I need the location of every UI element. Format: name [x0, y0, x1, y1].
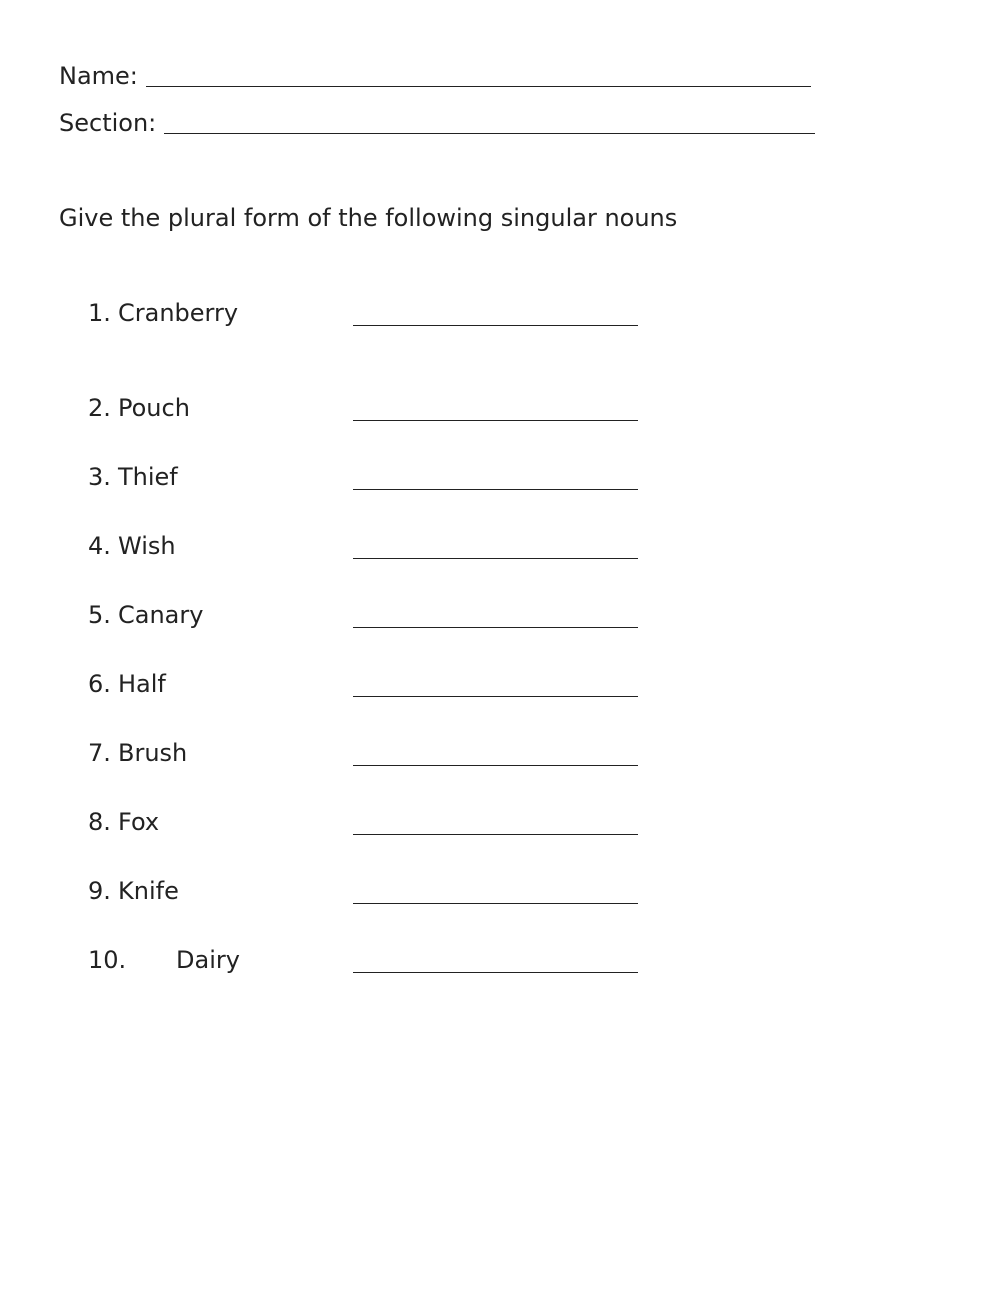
item-number: 3. — [88, 463, 111, 491]
list-item — [88, 394, 648, 424]
answer-blank-line[interactable] — [353, 765, 638, 766]
name-blank-line[interactable] — [146, 86, 811, 87]
answer-blank-line[interactable] — [353, 834, 638, 835]
item-number: 1. — [88, 299, 111, 327]
name-label: Name: — [59, 62, 138, 90]
answer-blank-line[interactable] — [353, 325, 638, 326]
section-field[interactable] — [59, 109, 815, 137]
item-number: 5. — [88, 601, 111, 629]
item-number: 6. — [88, 670, 111, 698]
name-field[interactable] — [59, 62, 811, 90]
item-word: Wish — [118, 532, 176, 560]
item-word: Pouch — [118, 394, 190, 422]
answer-blank-line[interactable] — [353, 558, 638, 559]
list-item — [88, 739, 648, 769]
item-number: 4. — [88, 532, 111, 560]
list-item — [88, 946, 648, 976]
section-label: Section: — [59, 109, 157, 137]
list-item — [88, 532, 648, 562]
list-item — [88, 299, 648, 329]
answer-blank-line[interactable] — [353, 972, 638, 973]
item-number: 9. — [88, 877, 111, 905]
item-word: Half — [118, 670, 166, 698]
list-item — [88, 463, 648, 493]
list-item — [88, 808, 648, 838]
answer-blank-line[interactable] — [353, 489, 638, 490]
item-number: 2. — [88, 394, 111, 422]
item-word: Brush — [118, 739, 188, 767]
item-word: Thief — [118, 463, 178, 491]
answer-blank-line[interactable] — [353, 420, 638, 421]
answer-blank-line[interactable] — [353, 627, 638, 628]
item-number: 10. — [88, 946, 127, 974]
section-blank-line[interactable] — [164, 133, 815, 134]
item-number: 8. — [88, 808, 111, 836]
item-word: Knife — [118, 877, 179, 905]
item-word: Canary — [118, 601, 204, 629]
answer-blank-line[interactable] — [353, 696, 638, 697]
instructions-text: Give the plural form of the following singular nouns — [59, 204, 678, 232]
item-word: Cranberry — [118, 299, 239, 327]
item-word: Dairy — [176, 946, 240, 974]
list-item — [88, 877, 648, 907]
list-item — [88, 670, 648, 700]
answer-blank-line[interactable] — [353, 903, 638, 904]
item-word: Fox — [118, 808, 160, 836]
item-number: 7. — [88, 739, 111, 767]
list-item — [88, 601, 648, 631]
